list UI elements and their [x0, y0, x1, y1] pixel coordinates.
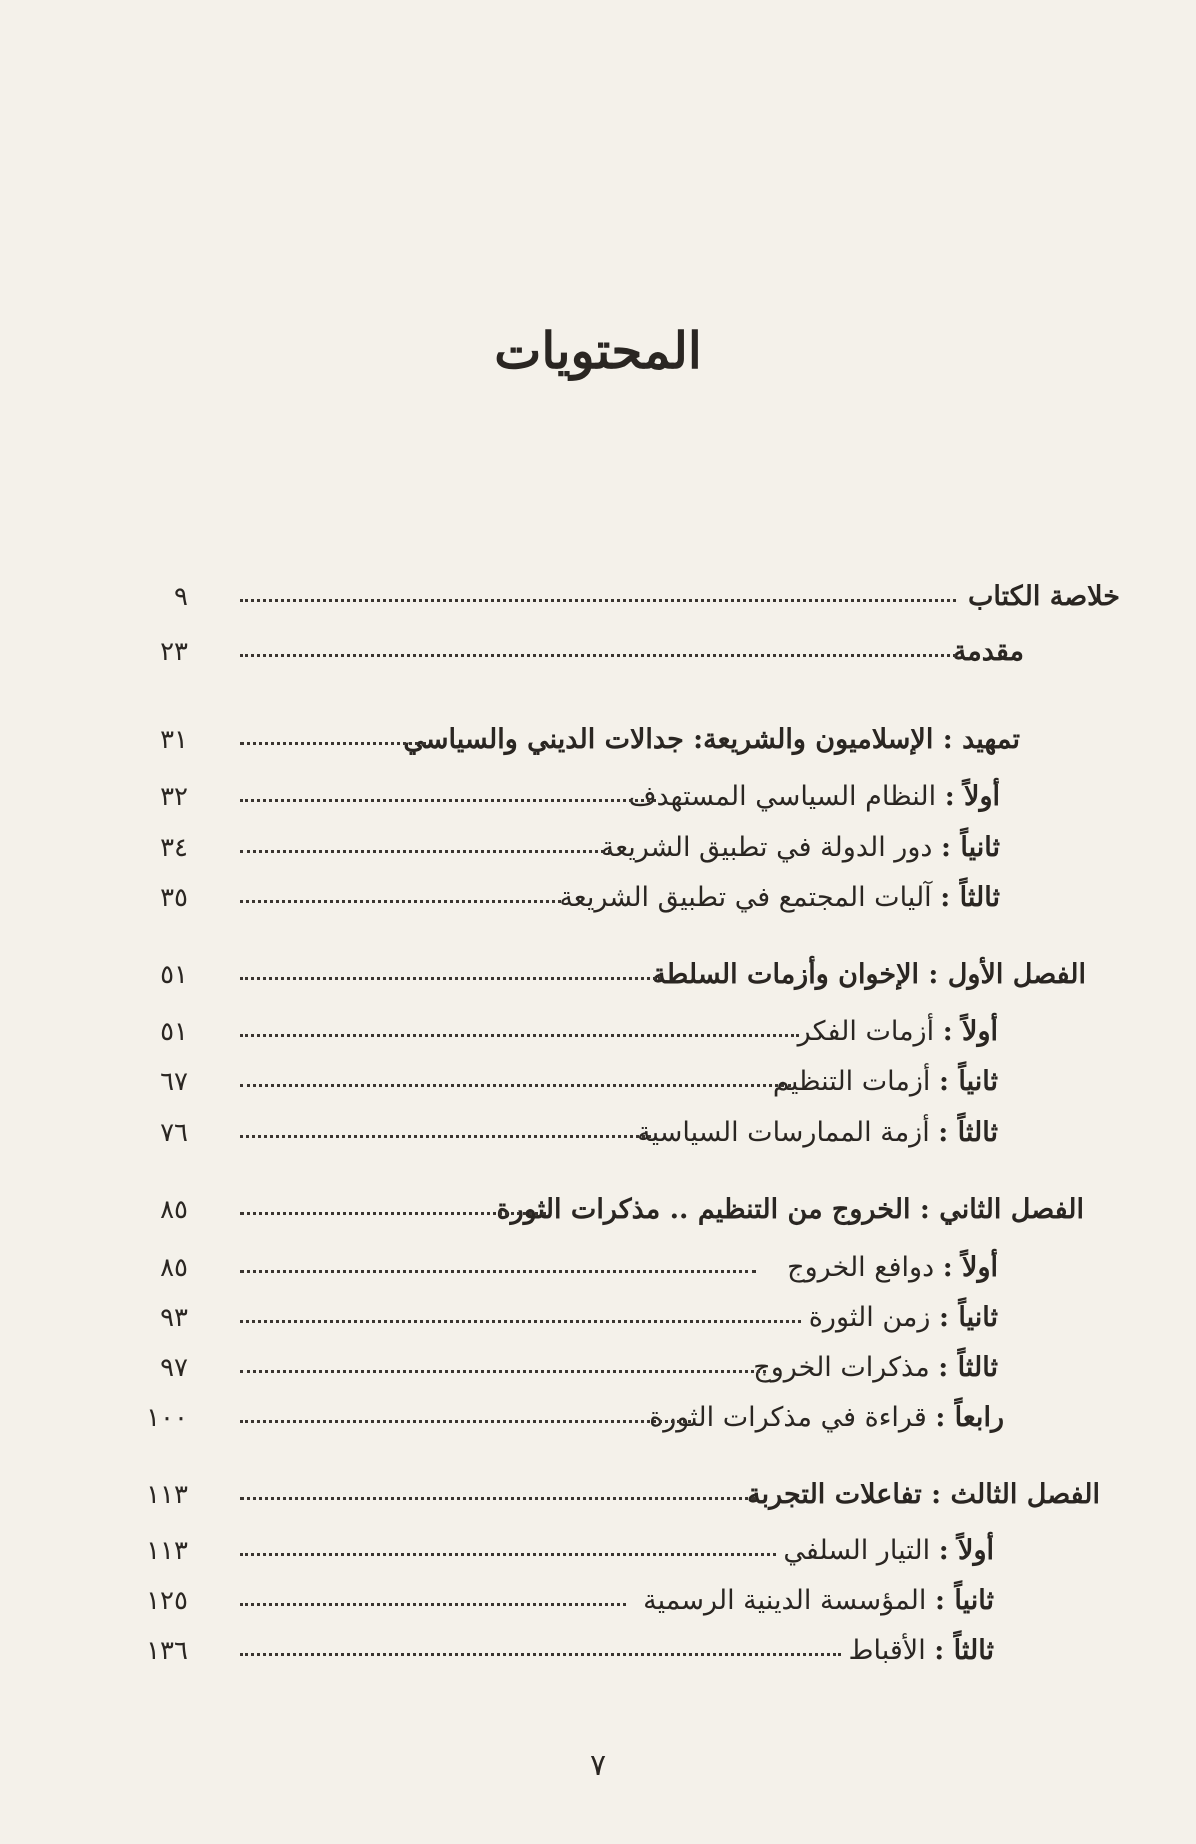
toc-entry — [0, 1012, 1196, 1052]
page-title: المحتويات — [494, 321, 702, 380]
toc-entry — [0, 828, 1196, 868]
dot-leader — [240, 1320, 801, 1323]
toc-page-number: ١٢٥ — [146, 1586, 188, 1616]
dot-leader — [240, 900, 561, 903]
dot-leader — [240, 1497, 756, 1500]
toc-entry-text: المؤسسة الدينية الرسمية — [643, 1585, 935, 1616]
dot-leader — [240, 977, 661, 980]
page-number: ٧ — [589, 1748, 607, 1783]
toc-entry — [0, 720, 1196, 760]
toc-entry-label: ثالثاً : — [938, 1352, 998, 1383]
toc-page-number: ٦٧ — [160, 1067, 188, 1097]
toc-entry-text: آليات المجتمع في تطبيق الشريعة — [559, 882, 941, 913]
toc-entry-text: مذكرات الخروج — [753, 1352, 939, 1383]
dot-leader — [240, 1553, 776, 1556]
toc-entry-text: قراءة في مذكرات الثورة — [649, 1402, 936, 1433]
toc-entry-label: أولاً : — [942, 1252, 998, 1283]
toc-entry-title — [953, 632, 1024, 672]
toc-entry-title — [747, 1475, 1100, 1515]
toc-entry-title — [652, 955, 1086, 995]
toc-page-number: ٩٧ — [160, 1353, 188, 1383]
toc-entry-label: أولاً : — [944, 781, 1000, 812]
toc-entry-text: الخروج من التنظيم .. مذكرات الثورة — [496, 1194, 920, 1225]
toc-entry-label: ثانياً : — [939, 1302, 998, 1333]
toc-entry — [0, 1298, 1196, 1338]
toc-entry-label: ثانياً : — [939, 1066, 998, 1097]
toc-entry-text: تفاعلات التجربة — [747, 1479, 932, 1510]
toc-entry-label: أولاً : — [938, 1535, 994, 1566]
toc-page-number: ١٠٠ — [146, 1403, 188, 1433]
toc-entry-label: تمهيد : — [942, 724, 1020, 755]
toc-entry-text: التيار السلفي — [783, 1535, 939, 1566]
toc-entry — [0, 1348, 1196, 1388]
toc-page-number: ٣١ — [160, 725, 188, 755]
toc-entry — [0, 1398, 1196, 1438]
dot-leader — [240, 599, 956, 602]
toc-entry-text: الإسلاميون والشريعة: جدالات الديني والسياسي — [403, 724, 943, 755]
toc-entry-text: دوافع الخروج — [787, 1252, 943, 1283]
toc-entry-label: الفصل الثالث : — [931, 1479, 1100, 1510]
dot-leader — [240, 1135, 651, 1138]
toc-entry-label: ثانياً : — [941, 832, 1000, 863]
toc-entry-label: الفصل الأول : — [928, 959, 1086, 990]
dot-leader — [240, 1653, 841, 1656]
toc-entry — [0, 1190, 1196, 1230]
toc-entry-label: ثالثاً : — [940, 882, 1000, 913]
dot-leader — [240, 799, 656, 802]
dot-leader — [240, 1270, 756, 1273]
dot-leader — [240, 1370, 766, 1373]
toc-entry-title — [809, 1298, 998, 1338]
toc-entry-title — [787, 1248, 998, 1288]
toc-entry-title — [643, 1581, 994, 1621]
toc-entry — [0, 1113, 1196, 1153]
dot-leader — [240, 654, 956, 657]
toc-page-number: ٨٥ — [160, 1195, 188, 1225]
toc-page-number: ١٣٦ — [146, 1636, 188, 1666]
toc-entry — [0, 1062, 1196, 1102]
dot-leader — [240, 1420, 691, 1423]
dot-leader — [240, 1084, 791, 1087]
toc-page-number: ٥١ — [160, 1017, 188, 1047]
toc-entry-title — [601, 828, 1000, 868]
dot-leader — [240, 1034, 799, 1037]
toc-page-number: ١١٣ — [146, 1480, 188, 1510]
toc-page-number: ٢٣ — [160, 637, 188, 667]
dot-leader — [240, 1603, 626, 1606]
toc-entry — [0, 1248, 1196, 1288]
toc-page-number: ٨٥ — [160, 1253, 188, 1283]
toc-entry — [0, 632, 1196, 672]
dot-leader — [240, 850, 611, 853]
toc-page-number: ٩٣ — [160, 1303, 188, 1333]
toc-entry-title — [968, 577, 1120, 617]
toc-entry-title — [637, 1113, 998, 1153]
toc-entry-title — [773, 1062, 998, 1102]
toc-page-number: ٥١ — [160, 960, 188, 990]
toc-entry — [0, 878, 1196, 918]
toc-entry — [0, 1531, 1196, 1571]
toc-entry-label: مقدمة — [952, 636, 1024, 667]
toc-entry-text: أزمة الممارسات السياسية — [637, 1117, 939, 1148]
dot-leader — [240, 742, 426, 745]
toc-entry-text: النظام السياسي المستهدف — [628, 781, 945, 812]
toc-page-number: ٣٤ — [160, 833, 188, 863]
toc-entry — [0, 1475, 1196, 1515]
toc-entry-title — [403, 720, 1020, 760]
toc-entry-title — [849, 1631, 994, 1671]
toc-entry-title — [628, 777, 1000, 817]
toc-entry-label: خلاصة الكتاب — [967, 581, 1120, 612]
toc-entry-title — [798, 1012, 998, 1052]
toc-entry — [0, 577, 1196, 617]
toc-entry-text: دور الدولة في تطبيق الشريعة — [600, 832, 941, 863]
toc-entry-label: رابعاً : — [935, 1402, 1004, 1433]
toc-entry-label: ثانياً : — [935, 1585, 994, 1616]
toc-entry-text: أزمات الفكر — [797, 1016, 943, 1047]
toc-entry-title — [753, 1348, 998, 1388]
toc-entry — [0, 1631, 1196, 1671]
toc-page-number: ٩ — [174, 582, 188, 612]
toc-entry-text: زمن الثورة — [808, 1302, 939, 1333]
toc-entry — [0, 1581, 1196, 1621]
toc-entry-label: ثالثاً : — [934, 1635, 994, 1666]
toc-entry-text: الإخوان وأزمات السلطة — [652, 959, 929, 990]
toc-page-number: ٧٦ — [160, 1118, 188, 1148]
toc-entry-label: أولاً : — [942, 1016, 998, 1047]
toc-page-number: ٣٢ — [160, 782, 188, 812]
toc-entry-text: الأقباط — [848, 1635, 935, 1666]
toc-entry — [0, 777, 1196, 817]
toc-entry-label: ثالثاً : — [938, 1117, 998, 1148]
toc-entry-title — [649, 1398, 1004, 1438]
dot-leader — [240, 1212, 546, 1215]
toc-entry-text: أزمات التنظيم — [772, 1066, 939, 1097]
toc-page-number: ٣٥ — [160, 883, 188, 913]
toc-entry-title — [497, 1190, 1084, 1230]
toc-page-number: ١١٣ — [146, 1536, 188, 1566]
toc-entry-label: الفصل الثاني : — [919, 1194, 1084, 1225]
toc-entry — [0, 955, 1196, 995]
toc-entry-title — [559, 878, 1000, 918]
toc-entry-title — [783, 1531, 994, 1571]
